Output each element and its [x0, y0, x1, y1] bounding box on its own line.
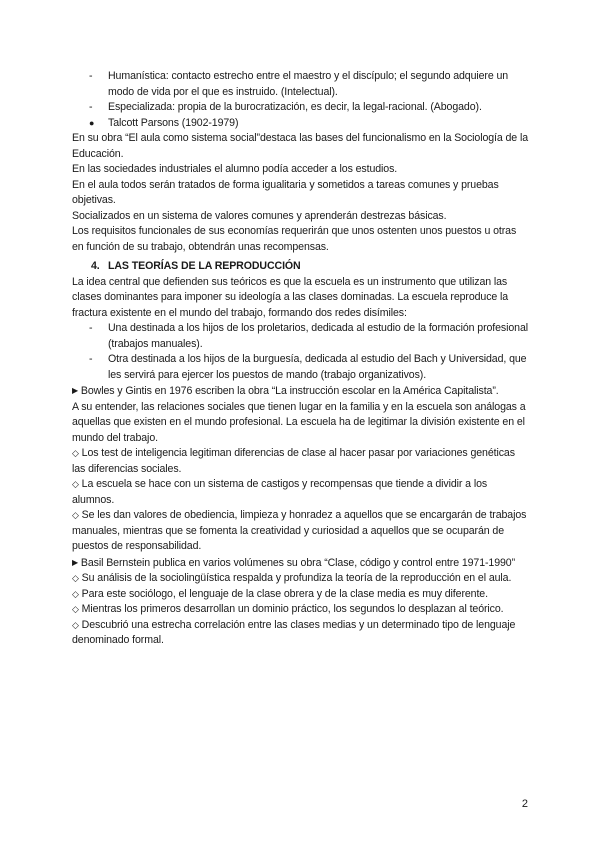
paragraph-text: Descubrió una estrecha correlación entre las clases medias y un determinado tipo de lenguaje denominado formal. [72, 618, 516, 646]
paragraph: En el aula todos serán tratados de forma igualitaria y sometidos a tareas comunes y pruebas objetivas. [72, 178, 499, 206]
diamond-paragraph [72, 508, 528, 555]
bullet-icon: ● [89, 117, 95, 128]
list-item-text: Una destinada a los hijos de los proletarios, dedicada al estudio de la formación profesional (trabajos manuales). [108, 322, 529, 350]
list-item [72, 352, 528, 383]
arrow-icon: ▶ [72, 557, 79, 567]
section-number: 4. [91, 260, 100, 272]
diamond-icon: ◇ [72, 448, 79, 458]
list-item-text: Humanística: contacto estrecho entre el maestro y el discípulo; el segundo adquiere un modo de vida por el que es instruido. (Intelectual). [108, 70, 509, 98]
paragraph: A su entender, las relaciones sociales que tienen lugar en la familia y en la escuela son análogas a aquellas que existen en el mundo profesional. La escuela ha de legitimar la división existente en el mundo del trabajo. [72, 400, 526, 444]
diamond-paragraph [72, 602, 528, 618]
paragraph: Socializados en un sistema de valores comunes y aprenderán destrezas básicas. [72, 209, 447, 222]
diamond-icon: ◇ [72, 588, 79, 599]
list-item-text: Especializada: propia de la burocratización, es decir, la legal-racional. (Abogado). [108, 101, 482, 113]
list-item [72, 116, 528, 132]
diamond-icon: ◇ [72, 573, 79, 583]
diamond-icon: ◇ [72, 510, 79, 520]
paragraph-text: Basil Bernstein publica en varios volúmenes su obra “Clase, código y control entre 1971-1990” [80, 556, 516, 569]
section-heading [72, 259, 528, 275]
list-item-text: Otra destinada a los hijos de la burguesía, dedicada al estudio del Bach y Universidad, que les servirá para ejercer los puestos de mando (trabajo organizativos). [108, 353, 527, 381]
diamond-paragraph [72, 477, 528, 508]
paragraph-text: Se les dan valores de obediencia, limpieza y honradez a aquellos que se encargarán de trabajos manuales, mientras que se fomenta la creatividad y curiosidad a aquellos que se ocuparán de puestos de responsabilidad. [72, 509, 527, 552]
list-item [72, 100, 528, 116]
list-item-text: Talcott Parsons (1902-1979) [108, 116, 239, 129]
paragraph-text: Mientras los primeros desarrollan un dominio práctico, los segundos lo desplazan al teórico. [81, 603, 504, 615]
page-content [72, 69, 528, 649]
paragraph: La idea central que defienden sus teóricos es que la escuela es un instrumento que utilizan las clases dominantes para imponer su ideología a las clases dominadas. La escuela reproduce la fractura existente en el mundo del trabajo, formando dos redes disímiles: [72, 275, 509, 319]
diamond-icon: ◇ [72, 479, 79, 489]
arrow-icon: ▶ [72, 386, 79, 395]
diamond-icon: ◇ [72, 604, 79, 614]
arrow-paragraph [72, 383, 528, 400]
paragraph: En las sociedades industriales el alumno podía acceder a los estudios. [72, 163, 398, 175]
diamond-icon: ◇ [72, 619, 79, 630]
diamond-paragraph [72, 446, 528, 477]
list-item [72, 321, 528, 352]
paragraph: Los requisitos funcionales de sus economías requerirán que unos ostenten unos puestos u otras en función de su trabajo, obtendrán unas recompensas. [72, 225, 517, 253]
paragraph-text: Su análisis de la sociolingüística respalda y profundiza la teoría de la reproducción en el aula. [81, 572, 512, 584]
list-item [72, 69, 528, 100]
dash-marker: - [89, 101, 93, 113]
paragraph-text: Bowles y Gintis en 1976 escriben la obra “La instrucción escolar en la América Capitalista”. [80, 385, 499, 397]
diamond-paragraph [72, 571, 528, 587]
section-title: LAS TEORÍAS DE LA REPRODUCCIÓN [108, 260, 301, 272]
paragraph-text: Los test de inteligencia legitiman diferencias de clase al hacer pasar por variaciones genéticas las diferencias sociales. [72, 447, 515, 475]
page-number: 2 [521, 798, 528, 810]
paragraph-text: Para este sociólogo, el lenguaje de la clase obrera y de la clase media es muy diferente. [81, 587, 488, 600]
paragraph-text: La escuela se hace con un sistema de castigos y recompensas que tiende a dividir a los alumnos. [72, 478, 488, 506]
dash-marker: - [89, 70, 93, 82]
dash-marker: - [89, 353, 93, 365]
diamond-paragraph [72, 587, 528, 603]
dash-marker: - [89, 322, 93, 334]
arrow-paragraph [72, 555, 528, 572]
diamond-paragraph [72, 618, 528, 649]
paragraph: En su obra “El aula como sistema social”destaca las bases del funcionalismo en la Sociología de la Educación. [72, 132, 528, 160]
